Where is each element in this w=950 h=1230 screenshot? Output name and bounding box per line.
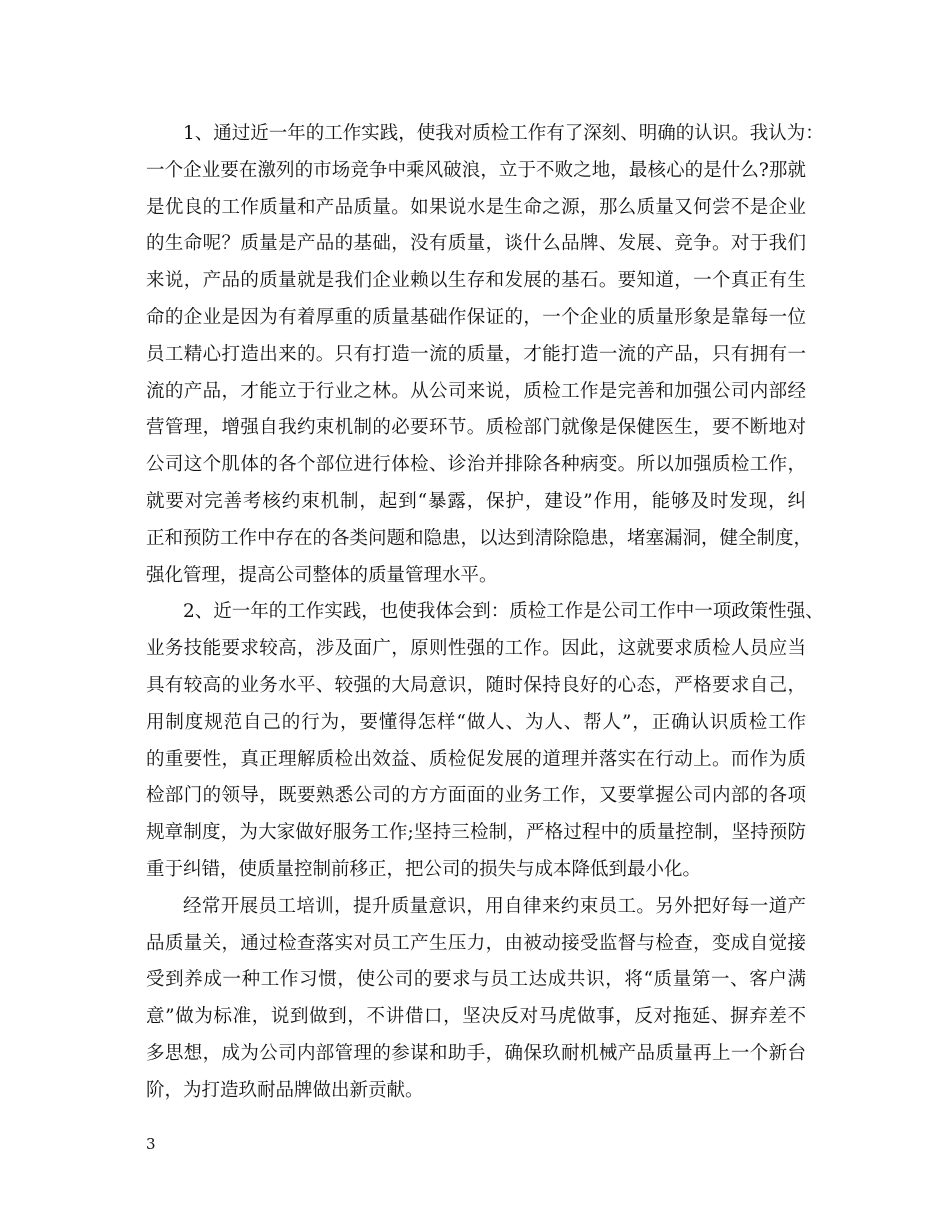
text-line: 流的产品，才能立于行业之林。从公司来说，质检工作是完善和加强公司内部经 [146,380,806,402]
text-line: 用制度规范自己的行为，要懂得怎样“做人、为人、帮人”，正确认识质检工作 [146,711,806,733]
text-line: 的生命呢？质量是产品的基础，没有质量，谈什么品牌、发展、竞争。对于我们 [146,233,806,255]
paragraph-1 [146,116,824,594]
paragraph-2 [146,594,824,888]
text-line: 检部门的领导，既要熟悉公司的方方面面的业务工作，又要掌握公司内部的各项 [146,785,806,807]
text-line: 重于纠错，使质量控制前移正，把公司的损失与成本降低到最小化。 [146,858,702,880]
text-line: 一个企业要在激列的市场竞争中乘风破浪，立于不败之地，最核心的是什么?那就 [146,159,806,181]
text-line: 强化管理，提高公司整体的质量管理水平。 [146,564,498,586]
text-line: 的重要性，真正理解质检出效益、质检促发展的道理并落实在行动上。而作为质 [146,748,806,770]
text-line: 命的企业是因为有着厚重的质量基础作保证的，一个企业的质量形象是靠每一位 [146,306,806,328]
text-line: 正和预防工作中存在的各类问题和隐患，以达到清除隐患，堵塞漏洞，健全制度， [146,527,813,549]
text-line: 来说，产品的质量就是我们企业赖以生存和发展的基石。要知道，一个真正有生 [146,270,806,292]
text-line: 营管理，增强自我约束机制的必要环节。质检部门就像是保健医生，要不断地对 [146,417,806,439]
text-line: 就要对完善考核约束机制，起到“暴露，保护，建设”作用，能够及时发现，纠 [146,490,806,512]
text-line: 品质量关，通过检查落实对员工产生压力，由被动接受监督与检查，变成自觉接 [146,932,806,954]
paragraph-3 [146,889,806,1110]
page-number: 3 [146,1135,156,1153]
text-line: 员工精心打造出来的。只有打造一流的质量，才能打造一流的产品，只有拥有一 [146,343,806,365]
text-line: 受到养成一种工作习惯，使公司的要求与员工达成共识，将“质量第一、客户满 [146,969,806,991]
text-line: 规章制度，为大家做好服务工作;坚持三检制，严格过程中的质量控制，坚持预防 [146,822,806,844]
text-line: 业务技能要求较高，涉及面广，原则性强的工作。因此，这就要求质检人员应当 [146,638,806,660]
text-line: 具有较高的业务水平、较强的大局意识，随时保持良好的心态，严格要求自己， [146,674,806,696]
text-line: 2、近一年的工作实践，也使我体会到：质检工作是公司工作中一项政策性强、 [183,601,824,623]
text-line: 意”做为标准，说到做到，不讲借口，坚决反对马虎做事，反对拖延、摒弃差不 [146,1006,806,1028]
text-line: 经常开展员工培训，提升质量意识，用自律来约束员工。另外把好每一道产 [183,895,806,917]
document-body [146,116,824,1110]
text-line: 多思想，成为公司内部管理的参谋和助手，确保玖耐机械产品质量再上一个新台 [146,1042,806,1064]
text-line: 公司这个肌体的各个部位进行体检、诊治并排除各种病变。所以加强质检工作， [146,454,806,476]
text-line: 阶，为打造玖耐品牌做出新贡献。 [146,1079,424,1101]
text-line: 1、通过近一年的工作实践，使我对质检工作有了深刻、明确的认识。我认为： [183,123,824,144]
text-line: 是优良的工作质量和产品质量。如果说水是生命之源，那么质量又何尝不是企业 [146,196,806,218]
